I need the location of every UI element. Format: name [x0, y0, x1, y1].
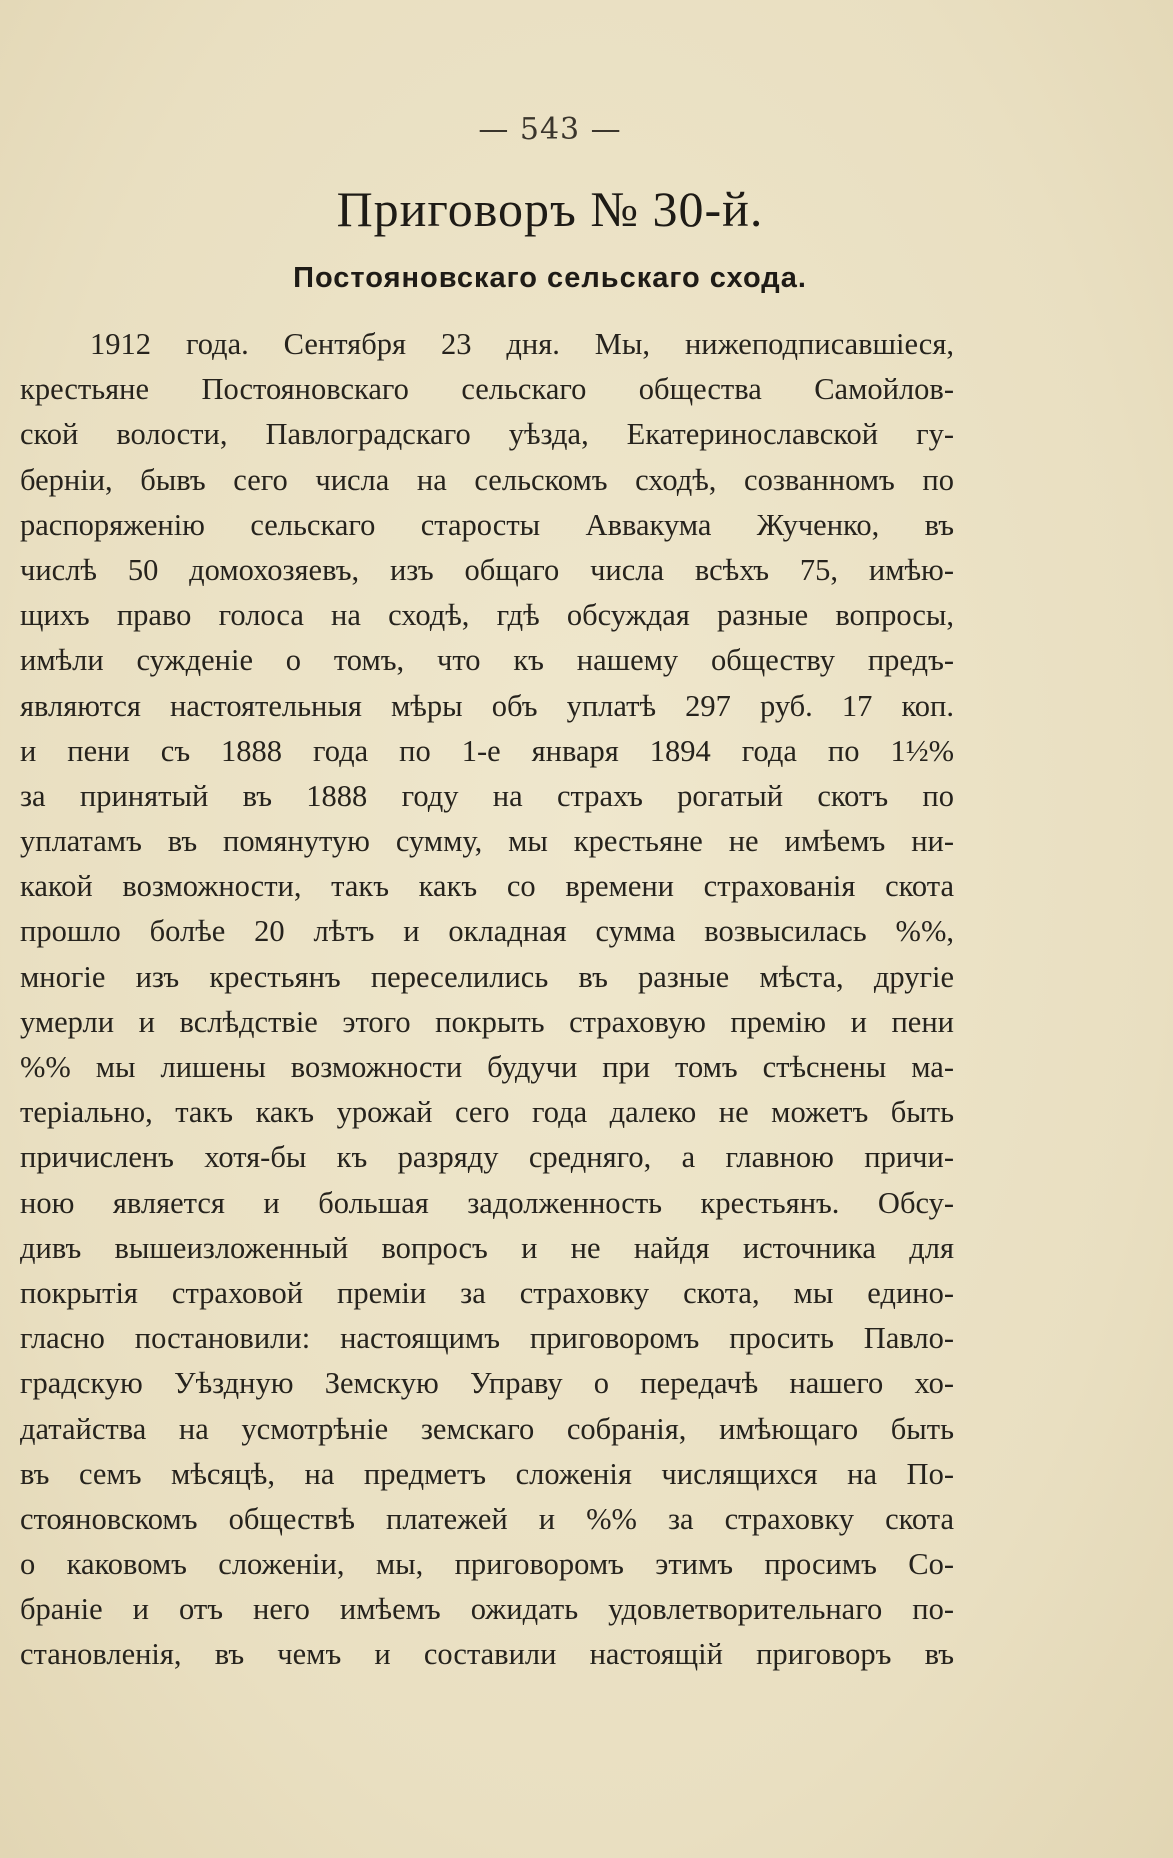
text-line: щихъ право голоса на сходѣ, гдѣ обсуждая разные вопросы, [20, 598, 954, 633]
text-line: %% мы лишены возможности будучи при томъ стѣснены ма- [20, 1050, 954, 1084]
text-line: и пени съ 1888 года по 1-е января 1894 года по 1½% [20, 733, 954, 768]
text-line: причисленъ хотя-бы къ разряду средняго, а главною причи- [20, 1140, 954, 1175]
text-line: являются настоятельныя мѣры объ уплатѣ 297 руб. 17 коп. [20, 688, 954, 723]
text-line: имѣли сужденіе о томъ, что къ нашему обществу предъ- [20, 643, 954, 678]
text-line: многіе изъ крестьянъ переселились въ разные мѣста, другіе [20, 959, 954, 994]
text-line: теріально, такъ какъ урожай сего года далеко не можетъ быть [20, 1095, 954, 1130]
text-line: прошло болѣе 20 лѣтъ и окладная сумма возвысилась %%, [20, 914, 954, 949]
text-line: берніи, бывъ сего числа на сельскомъ сходѣ, созванномъ по [20, 462, 954, 497]
text-line: за принятый въ 1888 году на страхъ рогатый скотъ по [20, 778, 954, 813]
document-title: Приговоръ № 30-й. [336, 181, 764, 237]
text-line: какой возможности, такъ какъ со времени страхованія скота [20, 869, 954, 904]
body-text [20, 322, 954, 1678]
text-line: распоряженію сельскаго старосты Аввакума Жученко, въ [20, 507, 954, 542]
text-line: гласно постановили: настоящимъ приговоромъ просить Павло- [20, 1321, 954, 1356]
text-line: стояновскомъ обществѣ платежей и %% за страховку скота [20, 1501, 954, 1536]
text-line: въ семъ мѣсяцѣ, на предметъ сложенія числящихся на По- [20, 1456, 954, 1491]
text-line: крестьяне Постояновскаго сельскаго общества Самойлов- [20, 372, 954, 407]
text-line: браніе и отъ него имѣемъ ожидать удовлетворительнаго по- [20, 1592, 954, 1627]
text-line: о каковомъ сложеніи, мы, приговоромъ этимъ просимъ Со- [20, 1547, 954, 1582]
page-number: — 543 — [478, 112, 622, 147]
text-line: 1912 года. Сентября 23 дня. Мы, нижеподписавшіеся, [90, 327, 954, 361]
text-line: умерли и вслѣдствіе этого покрыть страховую премію и пени [20, 1004, 954, 1039]
text-line: ской волости, Павлоградскаго уѣзда, Екатеринославской гу- [20, 417, 954, 452]
text-line: уплатамъ въ помянутую сумму, мы крестьяне не имѣемъ ни- [20, 824, 954, 859]
text-line: числѣ 50 домохозяевъ, изъ общаго числа всѣхъ 75, имѣю- [20, 552, 954, 587]
text-line: ною является и большая задолженность крестьянъ. Обсу- [20, 1185, 954, 1220]
text-line: становленія, въ чемъ и составили настоящій приговоръ въ [20, 1637, 954, 1672]
document-subtitle: Постояновскаго сельскаго схода. [293, 262, 807, 294]
text-line: дивъ вышеизложенный вопросъ и не найдя источника для [20, 1230, 954, 1265]
text-line: градскую Уѣздную Земскую Управу о передачѣ нашего хо- [20, 1366, 954, 1401]
text-line: покрытія страховой преміи за страховку скота, мы едино- [20, 1275, 954, 1310]
text-line: датайства на усмотрѣніе земскаго собранія, имѣющаго быть [20, 1411, 954, 1446]
